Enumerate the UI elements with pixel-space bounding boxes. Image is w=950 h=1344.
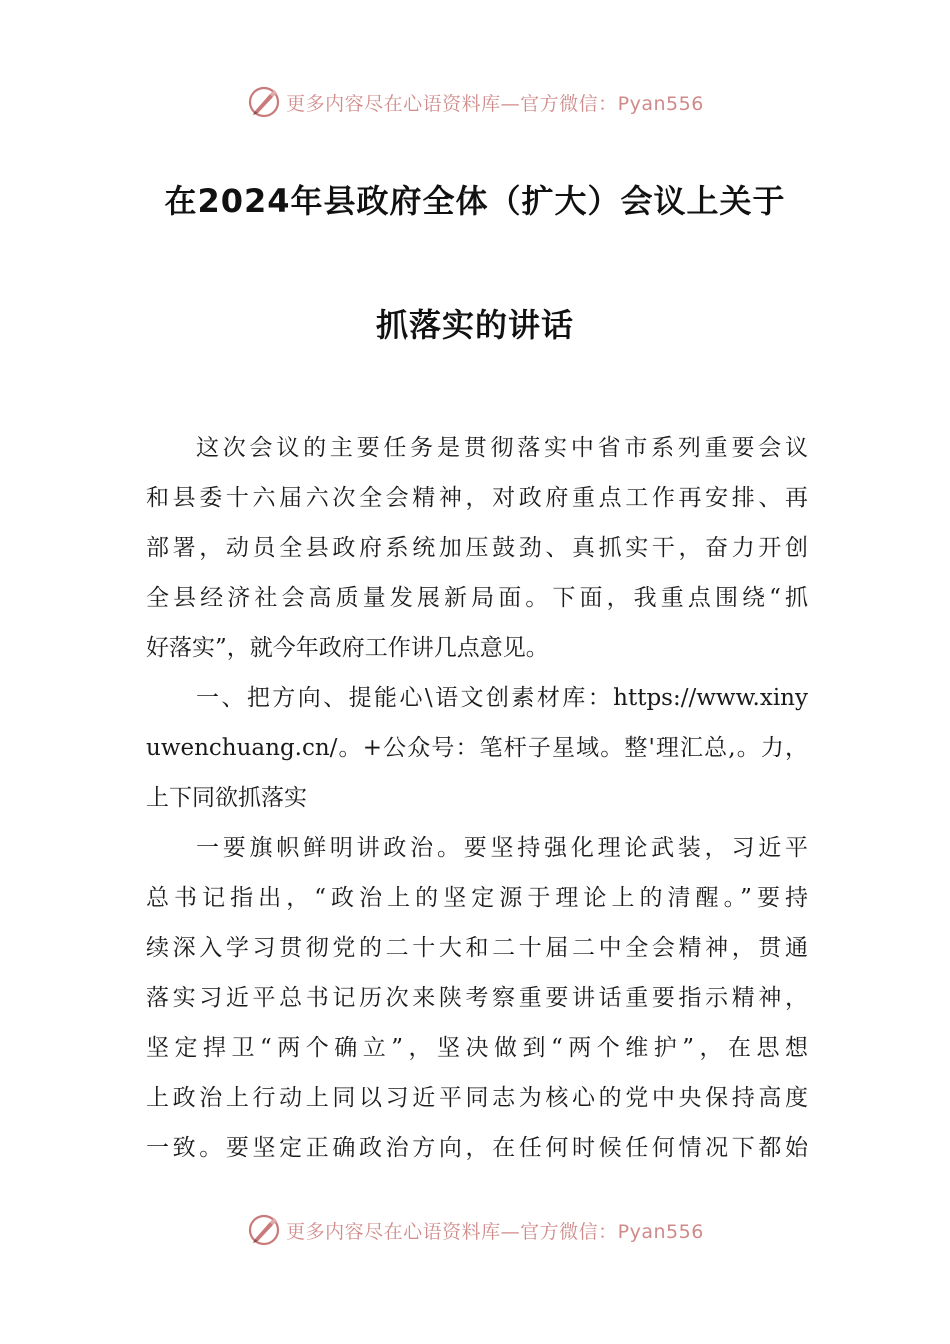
body-line: 一致。要坚定正确政治方向，在任何时候任何情况下都始 <box>146 1135 808 1161</box>
document-title-line-2: 抓落实的讲话 <box>375 306 574 344</box>
document-body <box>146 428 808 1178</box>
wechat-id: Pyan556 <box>617 1220 704 1243</box>
watermark-banner-top <box>0 82 950 122</box>
watermark-text: 更多内容尽在心语资料库—官方微信：Pyan556 <box>286 92 704 115</box>
body-line: 全县经济社会高质量发展新局面。下面，我重点围绕“抓 <box>146 585 808 611</box>
body-line: 落实习近平总书记历次来陕考察重要讲话重要指示精神， <box>146 985 808 1011</box>
wechat-id: Pyan556 <box>617 92 704 115</box>
body-line: 部署，动员全县政府系统加压鼓劲、真抓实干，奋力开创 <box>146 535 808 561</box>
pen-logo-icon <box>246 1212 282 1248</box>
body-line: 上下同欲抓落实 <box>146 785 307 811</box>
body-line: 坚定捍卫“两个确立”，坚决做到“两个维护”，在思想 <box>146 1035 808 1061</box>
body-line: 上政治上行动上同以习近平同志为核心的党中央保持高度 <box>146 1085 808 1111</box>
body-line: 一、把方向、提能心\语文创素材库：https://www.xiny <box>196 685 808 711</box>
body-line: 续深入学习贯彻党的二十大和二十届二中全会精神，贯通 <box>146 935 808 961</box>
pen-logo-icon <box>246 84 282 120</box>
body-line: uwenchuang.cn/。+公众号：笔杆子星域。整'理汇总,。力， <box>146 735 808 761</box>
body-line: 这次会议的主要任务是贯彻落实中省市系列重要会议 <box>196 435 808 461</box>
document-title-line-1: 在2024年县政府全体（扩大）会议上关于 <box>164 182 786 220</box>
watermark-banner-bottom <box>0 1210 950 1250</box>
watermark-text: 更多内容尽在心语资料库—官方微信：Pyan556 <box>286 1220 704 1243</box>
body-line: 总书记指出，“政治上的坚定源于理论上的清醒。”要持 <box>146 885 808 911</box>
body-line: 好落实”，就今年政府工作讲几点意见。 <box>146 635 549 661</box>
body-line: 一要旗帜鲜明讲政治。要坚持强化理论武装，习近平 <box>196 835 808 861</box>
body-line: 和县委十六届六次全会精神，对政府重点工作再安排、再 <box>146 485 808 511</box>
